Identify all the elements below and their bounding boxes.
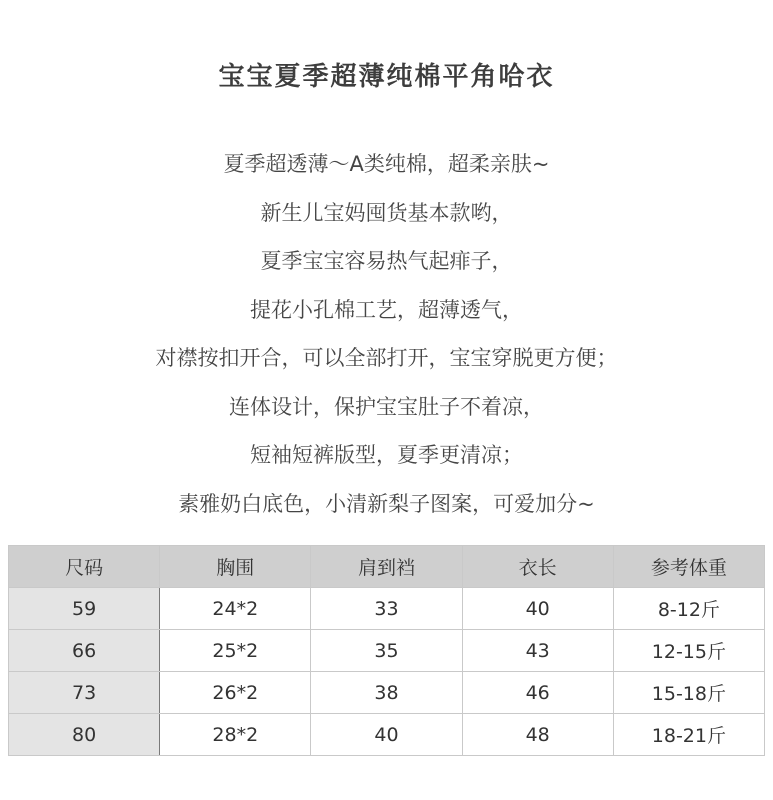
table-row	[9, 630, 765, 672]
cell-length: 43	[462, 630, 613, 672]
header-length: 衣长	[462, 546, 613, 588]
table-row	[9, 714, 765, 756]
cell-chest: 26*2	[160, 672, 311, 714]
description-line: 提花小孔棉工艺，超薄透气，	[250, 297, 523, 322]
description-line: 连体设计，保护宝宝肚子不着凉，	[229, 394, 544, 419]
cell-weight: 12-15斤	[613, 630, 764, 672]
cell-weight: 15-18斤	[613, 672, 764, 714]
size-table	[8, 545, 765, 756]
cell-length: 40	[462, 588, 613, 630]
header-chest: 胸围	[160, 546, 311, 588]
cell-chest: 24*2	[160, 588, 311, 630]
description-line: 夏季宝宝容易热气起痱子，	[260, 249, 513, 273]
header-shoulder-to-crotch: 肩到裆	[311, 546, 462, 588]
cell-size: 66	[9, 630, 160, 672]
cell-size: 59	[9, 588, 160, 630]
cell-chest: 25*2	[160, 630, 311, 672]
description-line: 新生儿宝妈囤货基本款哟，	[260, 200, 513, 225]
cell-weight: 8-12斤	[613, 588, 764, 630]
cell-length: 46	[462, 672, 613, 714]
description-line: 素雅奶白底色，小清新梨子图案，可爱加分~	[178, 491, 595, 516]
cell-shoulder-to-crotch: 40	[311, 714, 462, 756]
cell-size: 80	[9, 714, 160, 756]
description-line: 短袖短裤版型，夏季更清凉；	[250, 443, 523, 467]
cell-size: 73	[9, 672, 160, 714]
description-line: 夏季超透薄～A类纯棉，超柔亲肤~	[223, 152, 550, 176]
product-description	[0, 140, 773, 528]
table-header-row	[9, 546, 765, 588]
page-title: 宝宝夏季超薄纯棉平角哈衣	[218, 62, 555, 92]
description-line: 对襟按扣开合，可以全部打开，宝宝穿脱更方便；	[155, 346, 618, 370]
cell-shoulder-to-crotch: 38	[311, 672, 462, 714]
table-row	[9, 588, 765, 630]
header-size: 尺码	[9, 546, 160, 588]
cell-shoulder-to-crotch: 33	[311, 588, 462, 630]
table-row	[9, 672, 765, 714]
cell-length: 48	[462, 714, 613, 756]
header-weight: 参考体重	[613, 546, 764, 588]
cell-weight: 18-21斤	[613, 714, 764, 756]
cell-shoulder-to-crotch: 35	[311, 630, 462, 672]
cell-chest: 28*2	[160, 714, 311, 756]
